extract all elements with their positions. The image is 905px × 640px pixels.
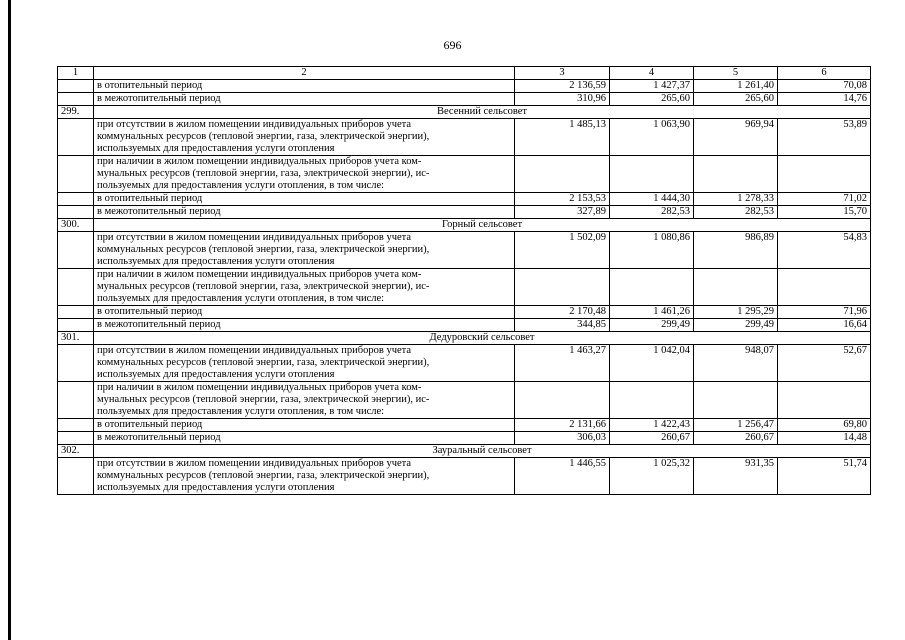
value-cell: 14,76 bbox=[778, 93, 871, 106]
value-cell: 51,74 bbox=[778, 458, 871, 495]
value-cell: 1 427,37 bbox=[610, 80, 694, 93]
section-number: 300. bbox=[58, 219, 94, 232]
label-line: пользуемых для предоставления услуги отопления, в том числе: bbox=[97, 293, 385, 304]
value-cell: 2 136,59 bbox=[515, 80, 610, 93]
label-line: коммунальных ресурсов (тепловой энергии, газа, электрической энергии), bbox=[97, 244, 430, 255]
label-line: мунальных ресурсов (тепловой энергии, газа, электрической энергии), ис- bbox=[97, 168, 430, 179]
value-cell: 969,94 bbox=[694, 119, 778, 156]
label-line: используемых для предоставления услуги отопления bbox=[97, 143, 335, 154]
page-number: 696 bbox=[443, 38, 462, 52]
value-cell bbox=[610, 269, 694, 306]
row-label bbox=[94, 345, 515, 382]
present-meters-row bbox=[58, 156, 871, 193]
value-cell bbox=[515, 269, 610, 306]
value-cell: 327,89 bbox=[515, 206, 610, 219]
column-header: 6 bbox=[778, 67, 871, 80]
table-row bbox=[58, 80, 871, 93]
value-cell: 1 063,90 bbox=[610, 119, 694, 156]
value-cell: 15,70 bbox=[778, 206, 871, 219]
row-number-cell bbox=[58, 306, 94, 319]
value-cell: 931,35 bbox=[694, 458, 778, 495]
label-line: используемых для предоставления услуги отопления bbox=[97, 369, 335, 380]
value-cell: 70,08 bbox=[778, 80, 871, 93]
value-cell: 2 170,48 bbox=[515, 306, 610, 319]
value-cell bbox=[610, 156, 694, 193]
label-line: коммунальных ресурсов (тепловой энергии, газа, электрической энергии), bbox=[97, 470, 430, 481]
label-line: используемых для предоставления услуги отопления bbox=[97, 256, 335, 267]
column-header: 3 bbox=[515, 67, 610, 80]
label-line: при отсутствии в жилом помещении индивидуальных приборов учета bbox=[97, 119, 412, 130]
section-name: Весенний сельсовет bbox=[94, 106, 871, 119]
value-cell: 2 131,66 bbox=[515, 419, 610, 432]
label-line: пользуемых для предоставления услуги отопления, в том числе: bbox=[97, 406, 385, 417]
section-number: 302. bbox=[58, 445, 94, 458]
section-header-row bbox=[58, 332, 871, 345]
value-cell bbox=[694, 269, 778, 306]
row-label bbox=[94, 382, 515, 419]
value-cell: 1 444,30 bbox=[610, 193, 694, 206]
column-header: 5 bbox=[694, 67, 778, 80]
row-number-cell bbox=[58, 382, 94, 419]
label-line: при отсутствии в жилом помещении индивидуальных приборов учета bbox=[97, 458, 412, 469]
value-cell: 1 485,13 bbox=[515, 119, 610, 156]
value-cell bbox=[778, 156, 871, 193]
value-cell: 282,53 bbox=[694, 206, 778, 219]
row-label: в межотопительный период bbox=[94, 93, 515, 106]
row-label: в отопительный период bbox=[94, 306, 515, 319]
table-row bbox=[58, 193, 871, 206]
section-header-row bbox=[58, 106, 871, 119]
value-cell: 1 042,04 bbox=[610, 345, 694, 382]
value-cell: 71,96 bbox=[778, 306, 871, 319]
row-label: в отопительный период bbox=[94, 419, 515, 432]
row-label: в отопительный период bbox=[94, 80, 515, 93]
column-header: 2 bbox=[94, 67, 515, 80]
present-meters-row bbox=[58, 269, 871, 306]
value-cell: 306,03 bbox=[515, 432, 610, 445]
row-number-cell bbox=[58, 458, 94, 495]
row-number-cell bbox=[58, 119, 94, 156]
label-line: при наличии в жилом помещении индивидуальных приборов учета ком- bbox=[97, 156, 422, 167]
value-cell: 14,48 bbox=[778, 432, 871, 445]
value-cell: 265,60 bbox=[694, 93, 778, 106]
section-name: Зауральный сельсовет bbox=[94, 445, 871, 458]
table-row bbox=[58, 206, 871, 219]
section-number: 299. bbox=[58, 106, 94, 119]
value-cell: 1 256,47 bbox=[694, 419, 778, 432]
row-label bbox=[94, 119, 515, 156]
row-label bbox=[94, 269, 515, 306]
value-cell: 54,83 bbox=[778, 232, 871, 269]
value-cell: 948,07 bbox=[694, 345, 778, 382]
section-name: Горный сельсовет bbox=[94, 219, 871, 232]
value-cell: 16,64 bbox=[778, 319, 871, 332]
table-row bbox=[58, 93, 871, 106]
row-label bbox=[94, 156, 515, 193]
value-cell bbox=[515, 156, 610, 193]
row-number-cell bbox=[58, 206, 94, 219]
value-cell bbox=[515, 382, 610, 419]
page-edge-bar bbox=[8, 0, 11, 640]
absent-meters-row bbox=[58, 119, 871, 156]
label-line: при наличии в жилом помещении индивидуальных приборов учета ком- bbox=[97, 269, 422, 280]
row-number-cell bbox=[58, 80, 94, 93]
row-label: в межотопительный период bbox=[94, 206, 515, 219]
label-line: мунальных ресурсов (тепловой энергии, газа, электрической энергии), ис- bbox=[97, 281, 430, 292]
value-cell bbox=[778, 269, 871, 306]
label-line: используемых для предоставления услуги отопления bbox=[97, 482, 335, 493]
value-cell bbox=[610, 382, 694, 419]
value-cell: 1 025,32 bbox=[610, 458, 694, 495]
value-cell: 1 278,33 bbox=[694, 193, 778, 206]
value-cell: 260,67 bbox=[694, 432, 778, 445]
value-cell: 310,96 bbox=[515, 93, 610, 106]
value-cell: 1 295,29 bbox=[694, 306, 778, 319]
row-number-cell bbox=[58, 345, 94, 382]
row-number-cell bbox=[58, 93, 94, 106]
value-cell bbox=[694, 382, 778, 419]
label-line: при наличии в жилом помещении индивидуальных приборов учета ком- bbox=[97, 382, 422, 393]
value-cell: 260,67 bbox=[610, 432, 694, 445]
section-header-row bbox=[58, 219, 871, 232]
absent-meters-row bbox=[58, 232, 871, 269]
row-label: в отопительный период bbox=[94, 193, 515, 206]
value-cell: 1 461,26 bbox=[610, 306, 694, 319]
row-number-cell bbox=[58, 319, 94, 332]
value-cell: 1 080,86 bbox=[610, 232, 694, 269]
row-label: в межотопительный период bbox=[94, 432, 515, 445]
row-label bbox=[94, 458, 515, 495]
tariff-table bbox=[57, 66, 871, 495]
label-line: при отсутствии в жилом помещении индивидуальных приборов учета bbox=[97, 232, 412, 243]
value-cell: 299,49 bbox=[694, 319, 778, 332]
absent-meters-row bbox=[58, 458, 871, 495]
value-cell: 282,53 bbox=[610, 206, 694, 219]
value-cell: 52,67 bbox=[778, 345, 871, 382]
section-number: 301. bbox=[58, 332, 94, 345]
value-cell: 71,02 bbox=[778, 193, 871, 206]
row-number-cell bbox=[58, 232, 94, 269]
label-line: при отсутствии в жилом помещении индивидуальных приборов учета bbox=[97, 345, 412, 356]
value-cell: 69,80 bbox=[778, 419, 871, 432]
label-line: мунальных ресурсов (тепловой энергии, газа, электрической энергии), ис- bbox=[97, 394, 430, 405]
table-row bbox=[58, 419, 871, 432]
column-header: 1 bbox=[58, 67, 94, 80]
row-number-cell bbox=[58, 156, 94, 193]
row-number-cell bbox=[58, 269, 94, 306]
value-cell bbox=[694, 156, 778, 193]
value-cell: 344,85 bbox=[515, 319, 610, 332]
value-cell: 2 153,53 bbox=[515, 193, 610, 206]
column-header-row bbox=[58, 67, 871, 80]
row-number-cell bbox=[58, 193, 94, 206]
row-label bbox=[94, 232, 515, 269]
section-name: Дедуровский сельсовет bbox=[94, 332, 871, 345]
value-cell: 1 502,09 bbox=[515, 232, 610, 269]
value-cell: 265,60 bbox=[610, 93, 694, 106]
value-cell: 53,89 bbox=[778, 119, 871, 156]
label-line: коммунальных ресурсов (тепловой энергии, газа, электрической энергии), bbox=[97, 357, 430, 368]
value-cell bbox=[778, 382, 871, 419]
table-row bbox=[58, 432, 871, 445]
value-cell: 299,49 bbox=[610, 319, 694, 332]
value-cell: 1 422,43 bbox=[610, 419, 694, 432]
label-line: коммунальных ресурсов (тепловой энергии, газа, электрической энергии), bbox=[97, 131, 430, 142]
row-number-cell bbox=[58, 419, 94, 432]
value-cell: 1 261,40 bbox=[694, 80, 778, 93]
label-line: пользуемых для предоставления услуги отопления, в том числе: bbox=[97, 180, 385, 191]
table-row bbox=[58, 306, 871, 319]
section-header-row bbox=[58, 445, 871, 458]
row-number-cell bbox=[58, 432, 94, 445]
value-cell: 986,89 bbox=[694, 232, 778, 269]
value-cell: 1 463,27 bbox=[515, 345, 610, 382]
column-header: 4 bbox=[610, 67, 694, 80]
value-cell: 1 446,55 bbox=[515, 458, 610, 495]
absent-meters-row bbox=[58, 345, 871, 382]
present-meters-row bbox=[58, 382, 871, 419]
row-label: в межотопительный период bbox=[94, 319, 515, 332]
table-row bbox=[58, 319, 871, 332]
